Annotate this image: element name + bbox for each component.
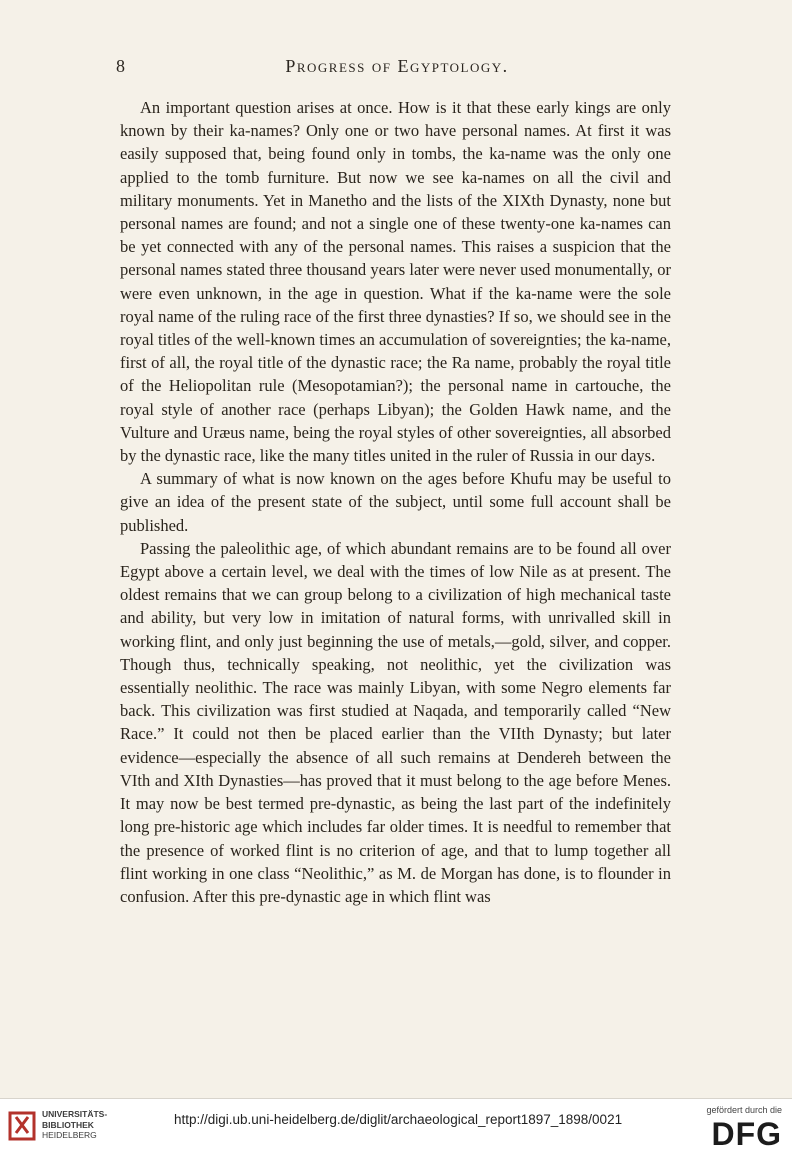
body-text [120, 96, 671, 908]
running-title: Progress of Egyptology. [285, 56, 509, 76]
page-number: 8 [116, 56, 125, 76]
running-head [110, 56, 684, 80]
library-name [42, 1109, 107, 1141]
university-library-logo-icon [8, 1109, 36, 1143]
footer-bar [0, 1098, 792, 1157]
dfg-logo: DFG [711, 1116, 782, 1152]
library-line: BIBLIOTHEK [42, 1119, 94, 1130]
paragraph-ka-names: An important question arises at once. How is it that these early kings are only known by their ka-names? Only one or two have personal names. At first it was easily supposed that, being found only in tombs, the ka-name was the only one applied to the tomb furniture. But now we see ka-names on all the civil and military monuments. Yet in Manetho and the lists of the XIXth Dynasty, none but personal names are found; and not a single one of these twenty-one ka-names can be yet connected with any of the personal names. This raises a suspicion that the personal names stated three thousand years later were never used monumentally, or were even unknown, in the age in question. What if the ka-name were the sole royal name of the ruling race of the first three dynasties? If so, we should see in the royal titles of the well-known times an accumulation of sovereignties; the ka-name, first of all, the royal title of the dynastic race; the Ra name, probably the royal title of the Heliopolitan rule (Mesopotamian?); the personal name in cartouche, the royal style of another race (perhaps Libyan); the Golden Hawk name, and the Vulture and Uræus name, being the royal styles of other sovereignties, all absorbed by the dynastic race, like the many titles united in the ruler of Russia in our days. [120, 98, 671, 466]
library-line: UNIVERSITÄTS- [42, 1109, 108, 1119]
funded-by-label: gefördert durch die [706, 1105, 782, 1115]
permalink-url[interactable]: http://digi.ub.uni-heidelberg.de/diglit/archaeological_report1897_1898/0021 [174, 1112, 623, 1127]
library-line: HEIDELBERG [42, 1130, 97, 1140]
paragraph-summary: A summary of what is now known on the ages before Khufu may be useful to give an idea of the present state of the subject, until some full account shall be published. [120, 469, 671, 535]
paragraph-paleolithic: Passing the paleolithic age, of which abundant remains are to be found all over Egypt above a certain level, we deal with the times of low Nile as at present. The oldest remains that we can group belong to a civilization of high mechanical taste and ability, but very low in imitation of natural forms, with unrivalled skill in working flint, and only just beginning the use of metals,—gold, silver, and copper. Though thus, technically speaking, not neolithic, yet the civilization was essentially neolithic. The race was mainly Libyan, with some Negro elements far back. This civilization was first studied at Naqada, and temporarily called “New Race.” It could not then be placed earlier than the VIIth Dynasty; but later evidence—especially the absence of all such remains at Dendereh between the VIth and XIth Dynasties—has proved that it must belong to the age before Menes. It may now be best termed pre-dynastic, as being the last part of the indefinitely long pre-historic age which includes far older times. It is needful to remember that the presence of worked flint is no criterion of age, and that to lump together all flint working in one class “Neolithic,” as M. de Morgan has done, is to flounder in confusion. After this pre-dynastic age in which flint was [120, 538, 671, 906]
